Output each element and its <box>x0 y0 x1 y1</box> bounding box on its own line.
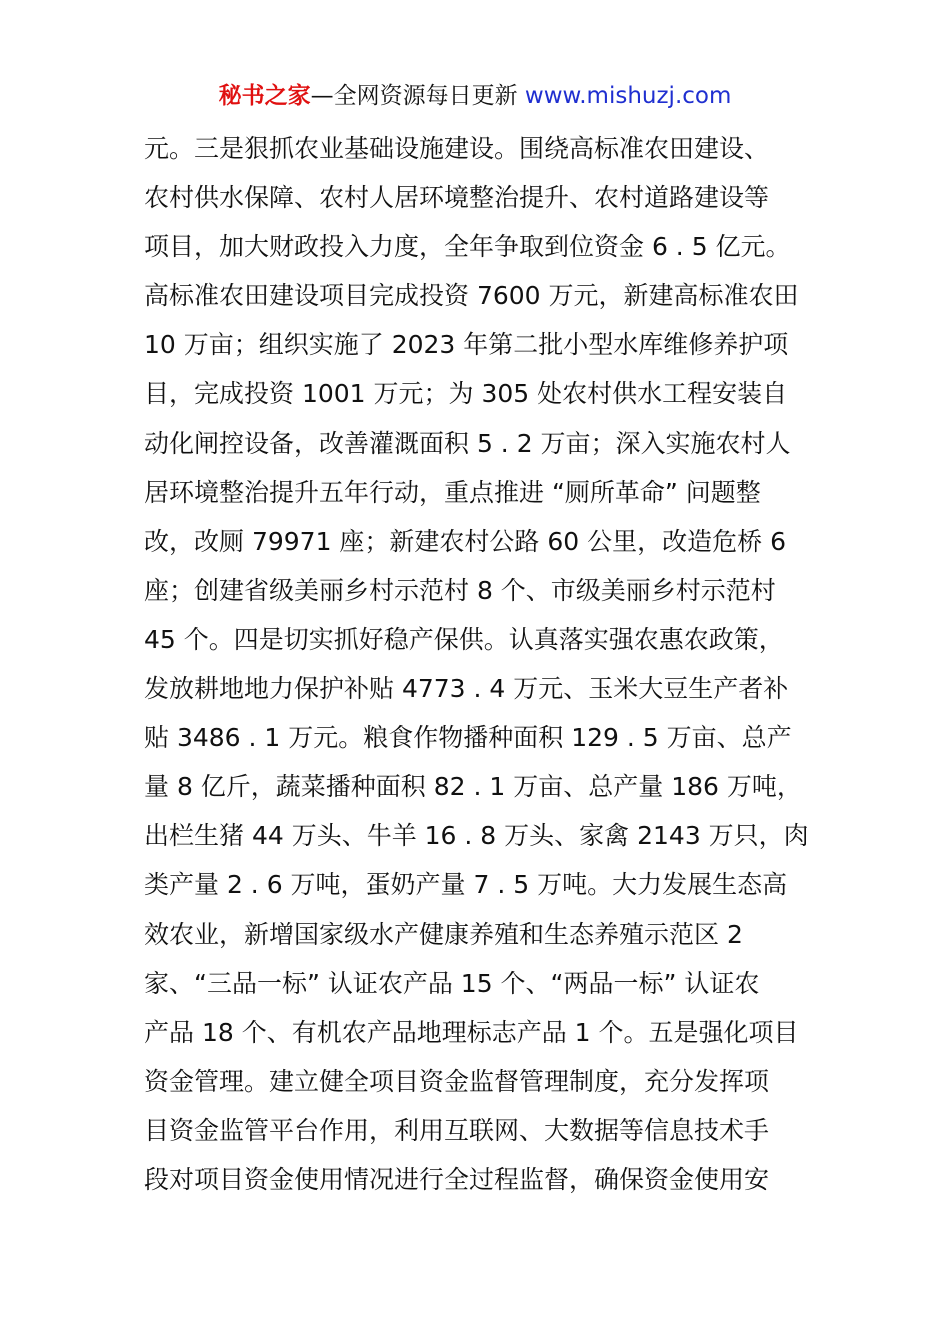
text-line: 贴 3486 . 1 万元。粮食作物播种面积 129 . 5 万亩、总产 <box>144 723 792 753</box>
text-line: 高标准农田建设项目完成投资 7600 万元，新建高标准农田 <box>144 281 799 311</box>
text-line: 10 万亩；组织实施了 2023 年第二批小型水库维修养护项 <box>144 330 789 360</box>
header-tagline: —全网资源每日更新 <box>310 83 518 109</box>
text-line: 类产量 2 . 6 万吨，蛋奶产量 7 . 5 万吨。大力发展生态高 <box>144 870 788 900</box>
site-header <box>0 80 950 112</box>
text-line: 产品 18 个、有机农产品地理标志产品 1 个。五是强化项目 <box>144 1017 799 1047</box>
text-line: 座；创建省级美丽乡村示范村 8 个、市级美丽乡村示范村 <box>144 575 776 605</box>
text-line: 目，完成投资 1001 万元；为 305 处农村供水工程安装自 <box>144 379 788 409</box>
text-line: 效农业，新增国家级水产健康养殖和生态养殖示范区 2 <box>144 919 743 949</box>
text-line: 45 个。四是切实抓好稳产保供。认真落实强农惠农政策， <box>144 624 784 654</box>
text-line: 发放耕地地力保护补贴 4773 . 4 万元、玉米大豆生产者补 <box>144 674 789 704</box>
text-line: 动化闸控设备，改善灌溉面积 5 . 2 万亩；深入实施农村人 <box>144 428 791 458</box>
text-line: 出栏生猪 44 万头、牛羊 16 . 8 万头、家禽 2143 万只，肉 <box>144 821 809 851</box>
text-line: 段对项目资金使用情况进行全过程监督，确保资金使用安 <box>144 1164 770 1194</box>
text-line: 农村供水保障、农村人居环境整治提升、农村道路建设等 <box>144 183 770 213</box>
text-line: 元。三是狠抓农业基础设施建设。围绕高标准农田建设、 <box>144 134 770 163</box>
text-line: 资金管理。建立健全项目资金监督管理制度，充分发挥项 <box>144 1066 770 1096</box>
brand-name: 秘书之家 <box>218 83 311 109</box>
text-line: 量 8 亿斤，蔬菜播种面积 82 . 1 万亩、总产量 186 万吨， <box>144 772 802 802</box>
text-line: 家、“三品一标” 认证农产品 15 个、“两品一标” 认证农 <box>144 968 760 998</box>
site-url-link[interactable]: www.mishuzj.com <box>524 83 732 109</box>
text-line: 居环境整治提升五年行动，重点推进 “厕所革命” 问题整 <box>144 477 761 507</box>
document-body <box>144 124 814 1204</box>
text-line: 项目，加大财政投入力度，全年争取到位资金 6 . 5 亿元。 <box>144 232 791 262</box>
text-line: 改，改厕 79971 座；新建农村公路 60 公里，改造危桥 6 <box>144 526 786 556</box>
text-line: 目资金监管平台作用，利用互联网、大数据等信息技术手 <box>144 1115 770 1145</box>
